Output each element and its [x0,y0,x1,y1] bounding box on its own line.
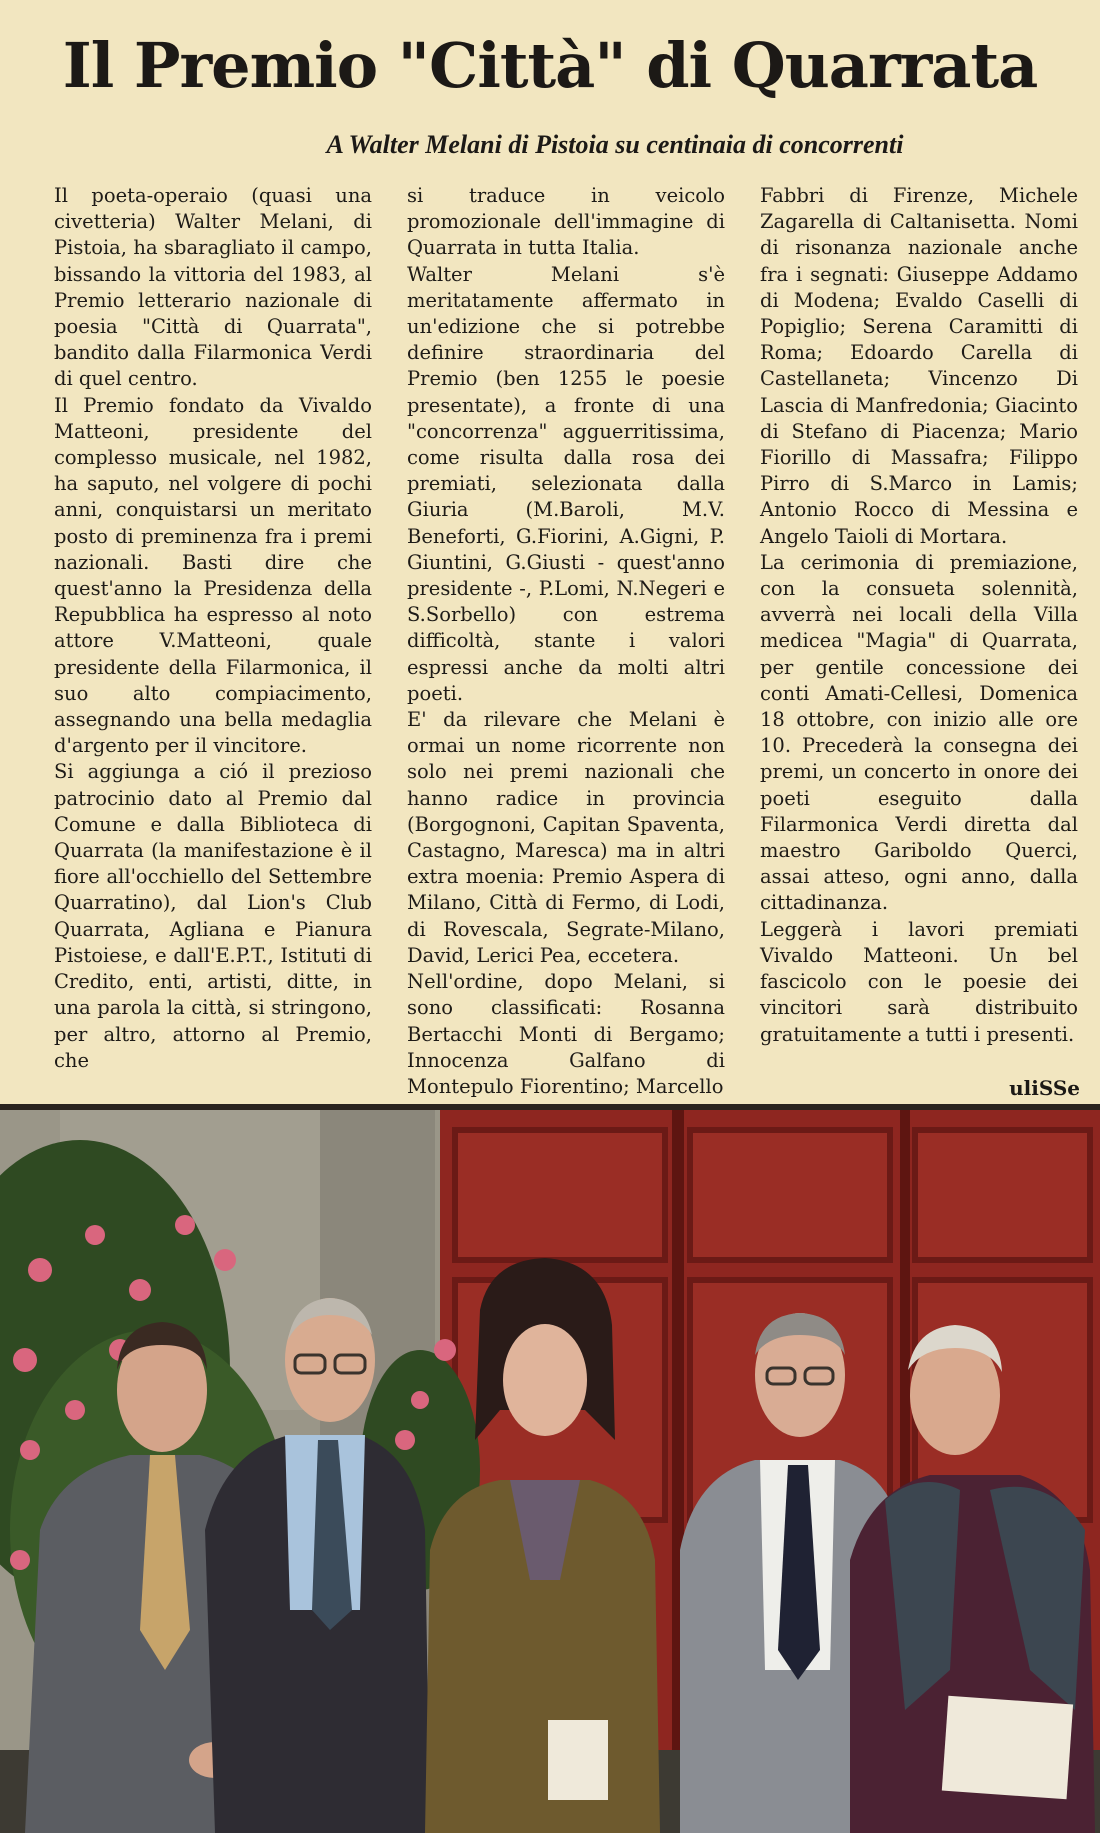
paragraph: Nell'ordine, dopo Melani, si sono classificati: Rosanna Bertacchi Monti di Bergamo; Innocenza Galfano di Montepulo Fiorentino; Marcello [407,970,725,1098]
paragraph: E' da rilevare che Melani è ormai un nome ricorrente non solo nei premi nazionali che hanno radice in provincia (Borgognoni, Capitan Spaventa, Castagno, Maresca) ma in altri extra moenia: Premio Aspera di Milano, Città di Fermo, di Lodi, di Rovescala, Segrate-Milano, David, Lerici Pea, eccetera. [407,708,725,967]
headline: Il Premio "Città" di Quarrata [62,29,1038,102]
subtitle: A Walter Melani di Pistoia su centinaia di concorrenti [326,130,904,159]
article-column-1 [54,183,372,1074]
paragraph: Il poeta-operaio (quasi una civetteria) Walter Melani, di Pistoia, ha sbaragliato il campo, bissando la vittoria del 1983, al Premio letterario nazionale di poesia "Città di Quarrata", bandito dalla Filarmonica Verdi di quel centro. [54,184,372,391]
paragraph: si traduce in veicolo promozionale dell'immagine di Quarrata in tutta Italia. [407,184,725,260]
paragraph: Il Premio fondato da Vivaldo Matteoni, presidente del complesso musicale, nel 1982, ha saputo, nel volgere di pochi anni, conquistarsi un meritato posto di preminenza fra i premi nazionali. Basti dire che quest'anno la Presidenza della Repubblica ha espresso al noto attore V.Matteoni, quale presidente della Filarmonica, il suo alto compiacimento, assegnando una bella medaglia d'argento per il vincitore. [54,393,372,758]
group-photo [0,1110,1100,1833]
paragraph: Walter Melani s'è meritatamente affermato in un'edizione che si potrebbe definire straordinaria del Premio (ben 1255 le poesie presentate), a fronte di una "concorrenza" agguerritissima, come risulta dalla rosa dei premiati, selezionata dalla Giuria (M.Baroli, M.V. Beneforti, G.Fiorini, A.Gigni, P. Giuntini, G.Giusti - quest'anno presidente -, P.Lomi, N.Negeri e S.Sorbello) con estrema difficoltà, stante i valori espressi anche da molti altri poeti. [407,262,725,705]
paragraph: La cerimonia di premiazione, con la consueta solennità, avverrà nei locali della Villa medicea "Magia" di Quarrata, per gentile concessione dei conti Amati-Cellesi, Domenica 18 ottobre, con inizio alle ore 10. Precederà la consegna dei premi, un concerto in onore dei poeti eseguito dalla Filarmonica Verdi diretta dal maestro Gariboldo Querci, assai atteso, ogni anno, dalla cittadinanza. [760,550,1078,915]
paragraph: Si aggiunga a ció il prezioso patrocinio dato al Premio dal Comune e dalla Biblioteca di Quarrata (la manifestazione è il fiore all'occhiello del Settembre Quarratino), dal Lion's Club Quarrata, Agliana e Pianura Pistoiese, e dall'E.P.T., Istituti di Credito, enti, artisti, ditte, in una parola la città, si stringono, per altro, attorno al Premio, che [54,760,372,1072]
article-column-2 [407,183,725,1100]
paragraph: Fabbri di Firenze, Michele Zagarella di Caltanisetta. Nomi di risonanza nazionale anche fra i segnati: Giuseppe Addamo di Modena; Evaldo Caselli di Popiglio; Serena Caramitti di Roma; Edoardo Carella di Castellaneta; Vincenzo Di Lascia di Manfredonia; Giacinto di Stefano di Piacenza; Mario Fiorillo di Massafra; Filippo Pirro di S.Marco in Lamis; Antonio Rocco di Messina e Angelo Taioli di Mortara. [760,184,1078,548]
article-column-3 [760,183,1078,1048]
paragraph: Leggerà i lavori premiati Vivaldo Matteoni. Un bel fascicolo con le poesie dei vincitori sarà distribuito gratuitamente a tutti i presenti. [760,917,1078,1046]
author-signature: uliSSe [1009,1076,1080,1100]
